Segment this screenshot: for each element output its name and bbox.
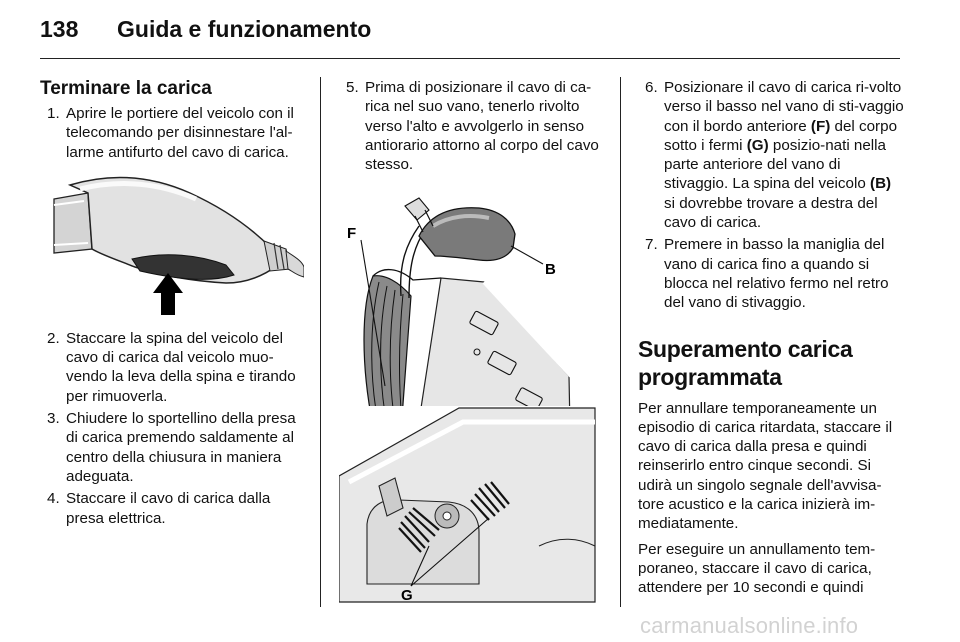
watermark: carmanualsonline.info xyxy=(640,613,859,638)
section-title-override: Superamento carica programmata xyxy=(638,335,853,390)
strain-relief xyxy=(264,241,304,277)
step-text: Staccare la spina del veicolo del cavo di carica dal veicolo muo-vendo la leva della spina e tirando per rimuoverla. xyxy=(66,329,296,405)
steps-list-d xyxy=(638,78,904,313)
column-divider-2 xyxy=(620,77,621,607)
steps-list-c xyxy=(339,78,605,174)
column-3 xyxy=(638,78,904,604)
step-item xyxy=(40,409,304,486)
ref-label-f: (F) xyxy=(810,117,831,135)
page-number: 138 xyxy=(40,16,79,42)
ref-label-g: (G) xyxy=(746,136,769,154)
step-item xyxy=(339,78,605,174)
step-text-part: Posizionare il cavo di carica ri-volto verso il basso nel vano di sti-vaggio con il bordo anteriore xyxy=(664,79,904,135)
page-header xyxy=(0,0,960,60)
paragraph: Per eseguire un annullamento tem-poraneo, staccare il cavo di carica, attendere per 10 secondi e quindi xyxy=(638,540,876,597)
up-arrow-icon xyxy=(153,273,183,315)
step-item xyxy=(40,329,304,406)
ref-label-b: (B) xyxy=(870,175,892,193)
step-number: 3. xyxy=(47,410,60,428)
step-number: 2. xyxy=(47,329,60,347)
figure-label-f: F xyxy=(347,225,357,243)
section-title-end-charging: Terminare la carica xyxy=(40,78,212,99)
step-number: 5. xyxy=(346,79,359,96)
step-number: 6. xyxy=(645,79,658,96)
figure-label-b: B xyxy=(545,261,556,279)
step-text-part: si dovrebbe trovare a destra del cavo di carica. xyxy=(664,194,878,232)
figure-label-g: G xyxy=(401,587,413,605)
step-item xyxy=(40,489,304,528)
step-text: Chiudere lo sportellino della presa di carica premendo saldamente al centro della chiusura in maniera adeguata. xyxy=(66,410,296,485)
chapter-title: Guida e funzionamento xyxy=(117,16,372,42)
steps-list-a xyxy=(40,104,304,162)
step-number: 7. xyxy=(645,236,658,254)
step-item xyxy=(638,78,904,232)
header-rule xyxy=(40,58,900,59)
charging-plug-illustration xyxy=(40,165,304,315)
step-text: Premere in basso la maniglia del vano di carica fino a quando si blocca nel relativo fermo nel retro del vano di stivaggio. xyxy=(664,236,889,312)
step-text-part: posizio-nati nella parte anteriore del vano di stivaggio. La spina del veicolo xyxy=(664,136,887,193)
step-text: Staccare il cavo di carica dalla presa elettrica. xyxy=(66,490,271,527)
step-text: Prima di posizionare il cavo di ca-rica nel suo vano, tenerlo rivolto verso l'alto e avvolgerlo in senso antiorario attorno al corpo del cavo stesso. xyxy=(365,79,599,174)
step-number: 1. xyxy=(47,105,60,122)
paragraph: Per annullare temporaneamente un episodio di carica ritardata, staccare il cavo di carica dalla presa e quindi reinserirlo entro cinque secondi. Si udirà un singolo segnale dell'avvisa-tore acustico e la carica inizierà im-mediatamente. xyxy=(638,399,893,533)
column-divider-1 xyxy=(320,77,321,607)
step-text-part: del corpo sotto i fermi xyxy=(664,117,898,154)
storage-compartment-figure xyxy=(339,406,595,605)
column-2 xyxy=(339,78,605,606)
step-number: 4. xyxy=(47,490,60,508)
step-item xyxy=(40,104,304,162)
step-item xyxy=(638,235,904,312)
step-text: Aprire le portiere del veicolo con il telecomando per disinnestare l'al-larme antifurto del cavo di carica. xyxy=(66,105,294,161)
cable-storage-illustration xyxy=(339,186,605,606)
steps-list-b xyxy=(40,329,304,528)
column-1 xyxy=(40,78,304,531)
